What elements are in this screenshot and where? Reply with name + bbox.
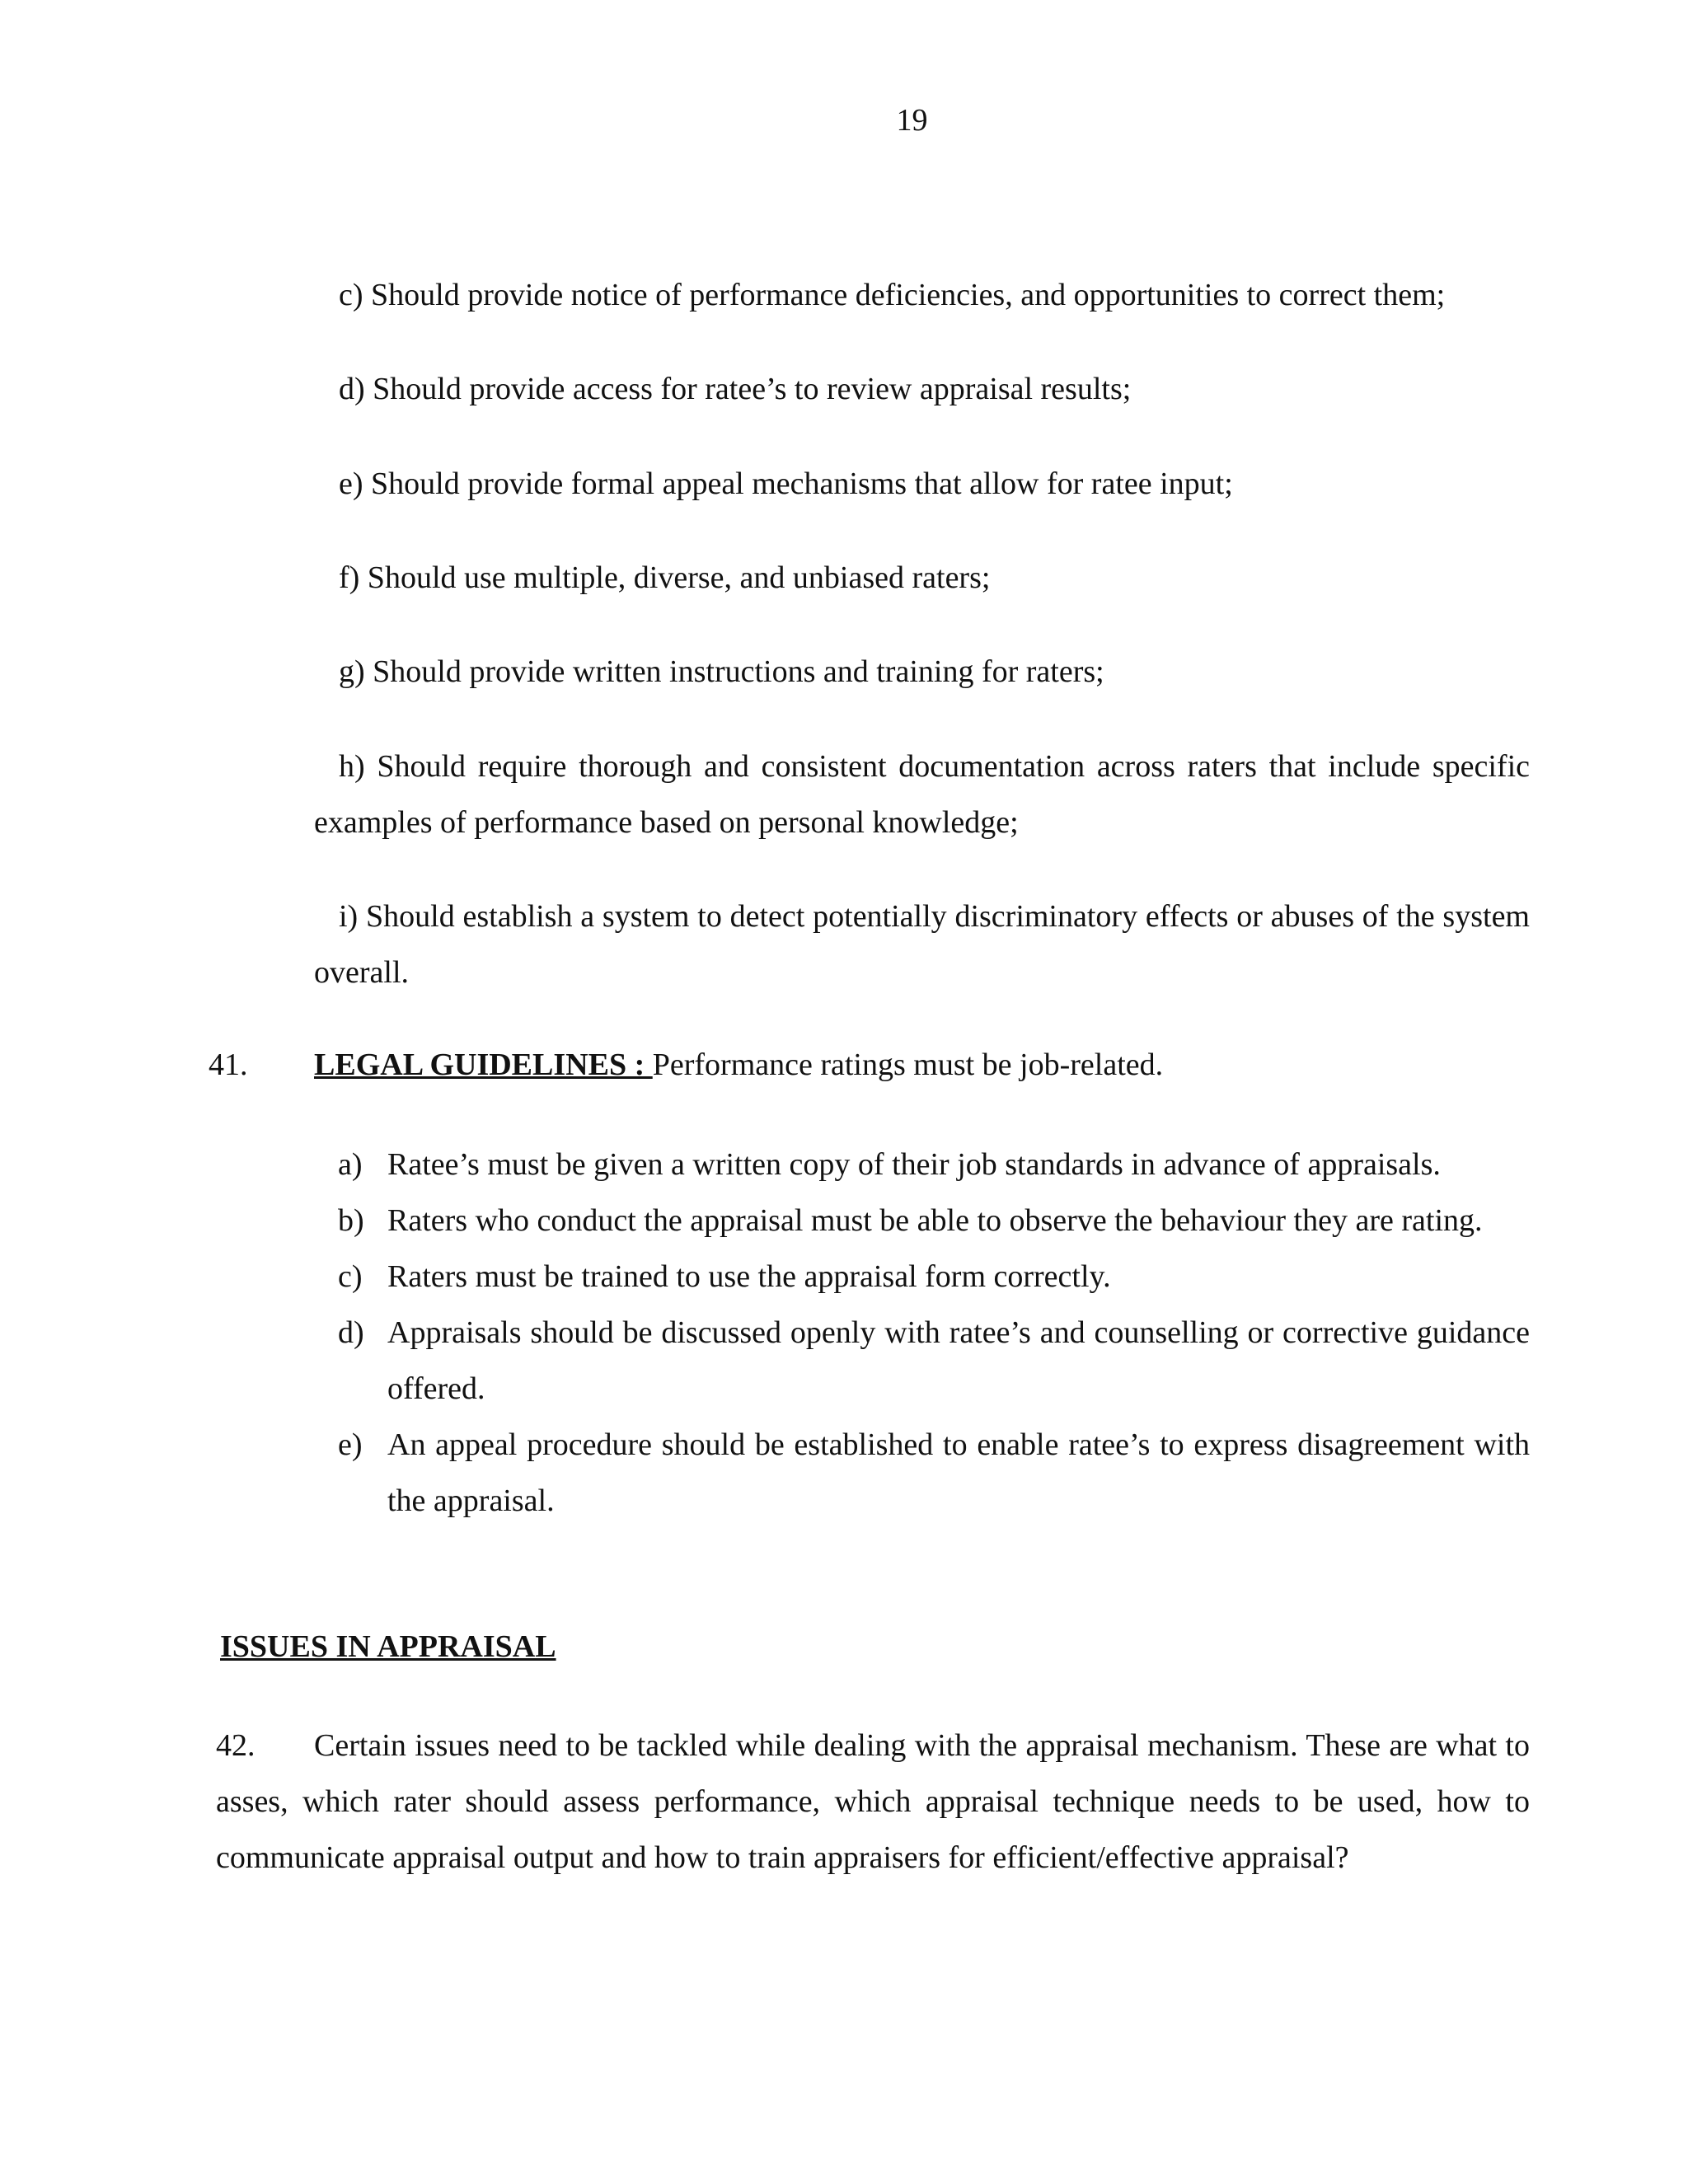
list-marker: e)	[338, 1427, 363, 1462]
list-item-text: Appraisals should be discussed openly with ratee’s and counselling or corrective guidance offered.	[387, 1315, 1530, 1406]
list-item-text: Raters must be trained to use the appraisal form correctly.	[387, 1259, 1111, 1294]
list-item-text: c) Should provide notice of performance deficiencies, and opportunities to correct them;	[339, 278, 1446, 312]
list-item-d	[314, 361, 1530, 417]
legal-list-item-a	[338, 1137, 1530, 1193]
list-item-i	[314, 888, 1530, 1001]
legal-guidelines-heading: LEGAL GUIDELINES :	[314, 1047, 653, 1082]
section-41-text: Performance ratings must be job-related.	[652, 1047, 1164, 1082]
page-number: 19	[896, 103, 928, 138]
list-item-text: d) Should provide access for ratee’s to review appraisal results;	[339, 372, 1132, 406]
section-number: 41.	[209, 1047, 248, 1082]
list-item-c	[314, 267, 1530, 323]
legal-list-item-d	[338, 1305, 1530, 1417]
list-item-text: f) Should use multiple, diverse, and unbiased raters;	[339, 560, 991, 595]
list-item-f	[314, 550, 1530, 606]
legal-list-item-b	[338, 1193, 1530, 1249]
section-number: 42.	[216, 1728, 256, 1763]
list-marker: a)	[338, 1147, 363, 1182]
list-marker: b)	[338, 1203, 364, 1238]
list-item-text: An appeal procedure should be established to enable ratee’s to express disagreement with the appraisal.	[387, 1427, 1530, 1518]
issues-in-appraisal-heading: ISSUES IN APPRAISAL	[220, 1629, 556, 1664]
list-item-text: Raters who conduct the appraisal must be able to observe the behaviour they are rating.	[387, 1203, 1483, 1238]
list-item-text: h) Should require thorough and consistent documentation across raters that include specific examples of performance based on personal knowledge;	[314, 749, 1530, 840]
list-item-text: g) Should provide written instructions and training for raters;	[339, 654, 1104, 689]
legal-list-item-c	[338, 1249, 1530, 1305]
list-item-text: Ratee’s must be given a written copy of their job standards in advance of appraisals.	[387, 1147, 1441, 1182]
legal-list-item-e	[338, 1417, 1530, 1529]
list-item-text: i) Should establish a system to detect potentially discriminatory effects or abuses of the system overall.	[314, 899, 1530, 990]
section-42	[216, 1718, 1530, 1886]
list-item-h	[314, 738, 1530, 851]
section-42-text: Certain issues need to be tackled while dealing with the appraisal mechanism. These are what to asses, which rater should assess performance, which appraisal technique needs to be used, how to communicate appraisal output and how to train appraisers for efficient/effective appraisal?	[216, 1728, 1530, 1875]
section-41	[209, 1043, 1163, 1086]
list-marker: d)	[338, 1315, 364, 1350]
list-item-e	[314, 456, 1530, 512]
list-item-text: e) Should provide formal appeal mechanisms that allow for ratee input;	[339, 466, 1233, 501]
list-item-g	[314, 644, 1530, 700]
legal-guidelines-list	[338, 1137, 1530, 1529]
list-marker: c)	[338, 1259, 363, 1294]
